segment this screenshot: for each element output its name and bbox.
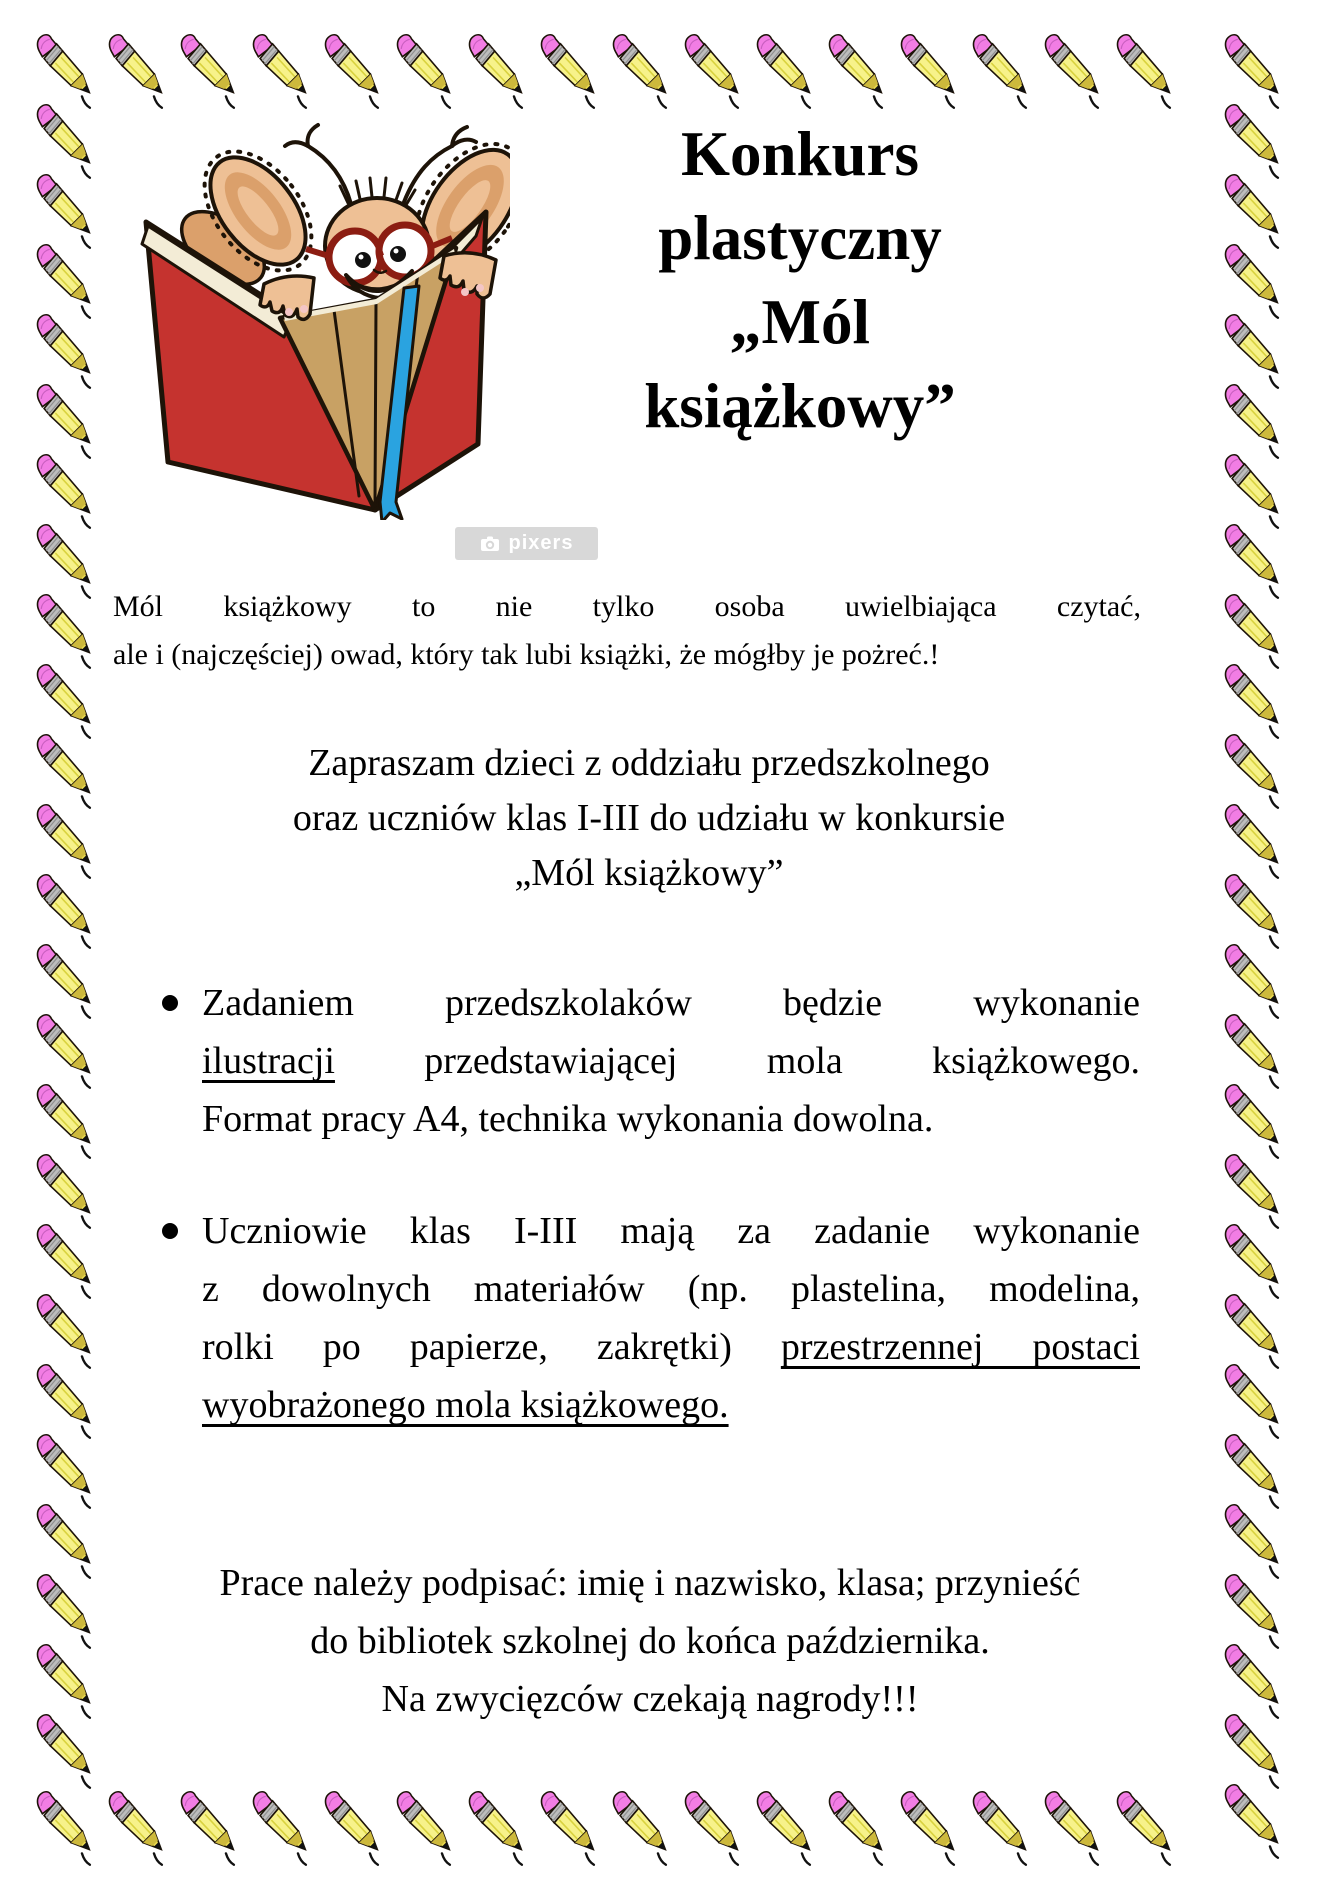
- pencil-icon: [1218, 1292, 1294, 1368]
- pencil-icon: [1110, 32, 1186, 108]
- text-line: [202, 1376, 1140, 1434]
- text-segment: z dowolnych materiałów (np. plastelina, modelina,: [202, 1268, 1140, 1310]
- pencil-icon: [246, 1789, 322, 1865]
- pencil-icon: [1218, 1502, 1294, 1578]
- pencil-icon: [30, 522, 106, 598]
- pencil-icon: [30, 1712, 106, 1788]
- text-line: ale i (najczęściej) owad, który tak lubi książki, że mógłby je pożreć.!: [113, 638, 940, 671]
- pencil-icon: [30, 242, 106, 318]
- pencil-icon: [534, 32, 610, 108]
- pencil-icon: [822, 32, 898, 108]
- text-line: „Mól książkowy”: [514, 852, 784, 894]
- text-line: Na zwycięzców czekają nagrody!!!: [381, 1678, 919, 1720]
- pencil-icon: [1218, 172, 1294, 248]
- text-line: [202, 974, 1140, 1032]
- text-line: oraz uczniów klas I-III do udziału w konkursie: [292, 797, 1006, 839]
- pixers-watermark: [455, 527, 598, 560]
- pencil-icon: [1218, 1432, 1294, 1508]
- text-segment: Uczniowie klas I-III mają za zadanie wykonanie: [202, 1210, 1140, 1252]
- pencil-icon: [102, 1789, 178, 1865]
- pencil-icon: [30, 732, 106, 808]
- pencil-icon: [174, 32, 250, 108]
- pencil-icon: [30, 592, 106, 668]
- pencil-icon: [1218, 242, 1294, 318]
- pencil-icon: [1218, 452, 1294, 528]
- title-line: plastyczny: [658, 203, 942, 273]
- pencil-icon: [1218, 1362, 1294, 1438]
- pencil-icon: [390, 32, 466, 108]
- title-line: książkowy”: [644, 371, 956, 441]
- left-pupil: [355, 252, 371, 268]
- pencil-icon: [30, 382, 106, 458]
- pencil-icon: [1218, 802, 1294, 878]
- task-list: [158, 974, 1140, 1488]
- pencil-icon: [1218, 662, 1294, 738]
- pencil-icon: [30, 1572, 106, 1648]
- pencil-icon: [390, 1789, 466, 1865]
- poster-title: [520, 112, 1080, 448]
- pencil-icon: [30, 662, 106, 738]
- pencil-icon: [246, 32, 322, 108]
- pencil-icon: [894, 1789, 970, 1865]
- pencil-icon: [606, 1789, 682, 1865]
- pencil-icon: [1218, 1222, 1294, 1298]
- camera-icon: [480, 536, 500, 552]
- title-line: „Mól: [730, 287, 870, 357]
- pencil-icon: [750, 32, 826, 108]
- pencil-icon: [750, 1789, 826, 1865]
- pencil-icon: [30, 1362, 106, 1438]
- pencil-icon: [894, 32, 970, 108]
- book: [142, 212, 496, 520]
- pencil-icon: [174, 1789, 250, 1865]
- pencil-icon: [1218, 872, 1294, 948]
- bullet-item: [158, 974, 1140, 1148]
- text-line: [202, 1318, 1140, 1376]
- pencil-icon: [1218, 592, 1294, 668]
- footer-paragraph: [112, 1554, 1188, 1728]
- text-line: [202, 1090, 1140, 1148]
- pencil-icon: [30, 1642, 106, 1718]
- pencil-icon: [1218, 312, 1294, 388]
- text-segment: Zadaniem przedszkolaków będzie wykonanie: [202, 982, 1140, 1024]
- pencil-icon: [30, 1502, 106, 1578]
- pencil-icon: [678, 1789, 754, 1865]
- pencil-icon: [462, 1789, 538, 1865]
- underlined-text: wyobrażonego mola książkowego.: [202, 1384, 729, 1426]
- pencil-icon: [318, 32, 394, 108]
- pencil-icon: [30, 872, 106, 948]
- text-line: Prace należy podpisać: imię i nazwisko, klasa; przynieść: [219, 1562, 1081, 1604]
- pencil-icon: [1218, 1712, 1294, 1788]
- text-segment: przedstawiającej mola książkowego.: [334, 1040, 1140, 1082]
- watermark-label: pixers: [508, 532, 574, 554]
- pencil-icon: [102, 32, 178, 108]
- pencil-icon: [30, 1082, 106, 1158]
- text-line: [202, 1202, 1140, 1260]
- pencil-icon: [1218, 1572, 1294, 1648]
- pencil-icon: [1218, 942, 1294, 1018]
- text-line: Mól książkowy to nie tylko osoba uwielbiająca czytać,: [113, 590, 1141, 623]
- right-pupil: [390, 246, 406, 262]
- pencil-icon: [30, 1789, 106, 1865]
- pencil-icon: [30, 452, 106, 528]
- text-line: Zapraszam dzieci z oddziału przedszkolnego: [308, 742, 990, 784]
- bookworm-illustration: [108, 106, 510, 520]
- pencil-icon: [1218, 1152, 1294, 1228]
- pencil-icon: [30, 1432, 106, 1508]
- pencil-icon: [966, 1789, 1042, 1865]
- underlined-text: ilustracji: [202, 1040, 335, 1082]
- pencil-icon: [30, 1152, 106, 1228]
- pencil-icon: [30, 172, 106, 248]
- bullet-dot: [162, 1223, 178, 1239]
- pencil-icon: [30, 802, 106, 878]
- intro-paragraph: [113, 583, 1141, 679]
- pencil-icon: [534, 1789, 610, 1865]
- pencil-icon: [606, 32, 682, 108]
- title-line: Konkurs: [680, 119, 920, 189]
- pencil-icon: [1038, 1789, 1114, 1865]
- pencil-icon: [318, 1789, 394, 1865]
- pencil-icon: [30, 312, 106, 388]
- text-segment: rolki po papierze, zakrętki): [202, 1326, 781, 1368]
- pencil-icon: [1110, 1789, 1186, 1865]
- text-line: [202, 1032, 1140, 1090]
- pencil-icon: [1038, 32, 1114, 108]
- pencil-icon: [1218, 1782, 1294, 1858]
- pencil-icon: [30, 1012, 106, 1088]
- pencil-icon: [1218, 1082, 1294, 1158]
- pencil-icon: [1218, 102, 1294, 178]
- pencil-icon: [1218, 32, 1294, 108]
- text-line: [202, 1260, 1140, 1318]
- pencil-icon: [1218, 522, 1294, 598]
- invitation-paragraph: [120, 736, 1178, 901]
- pencil-icon: [678, 32, 754, 108]
- pencil-icon: [1218, 1642, 1294, 1718]
- text-segment: Format pracy A4, technika wykonania dowolna.: [202, 1098, 934, 1140]
- pencil-icon: [822, 1789, 898, 1865]
- bullet-dot: [162, 995, 178, 1011]
- pencil-icon: [1218, 382, 1294, 458]
- bullet-item: [158, 1202, 1140, 1434]
- text-line: do bibliotek szkolnej do końca października.: [310, 1620, 990, 1662]
- pencil-icon: [966, 32, 1042, 108]
- pencil-icon: [30, 32, 106, 108]
- underlined-text: przestrzennej postaci: [780, 1326, 1140, 1368]
- pencil-icon: [1218, 732, 1294, 808]
- pencil-icon: [1218, 1012, 1294, 1088]
- pencil-icon: [462, 32, 538, 108]
- pencil-icon: [30, 102, 106, 178]
- pencil-icon: [30, 942, 106, 1018]
- pencil-icon: [30, 1292, 106, 1368]
- pencil-icon: [30, 1222, 106, 1298]
